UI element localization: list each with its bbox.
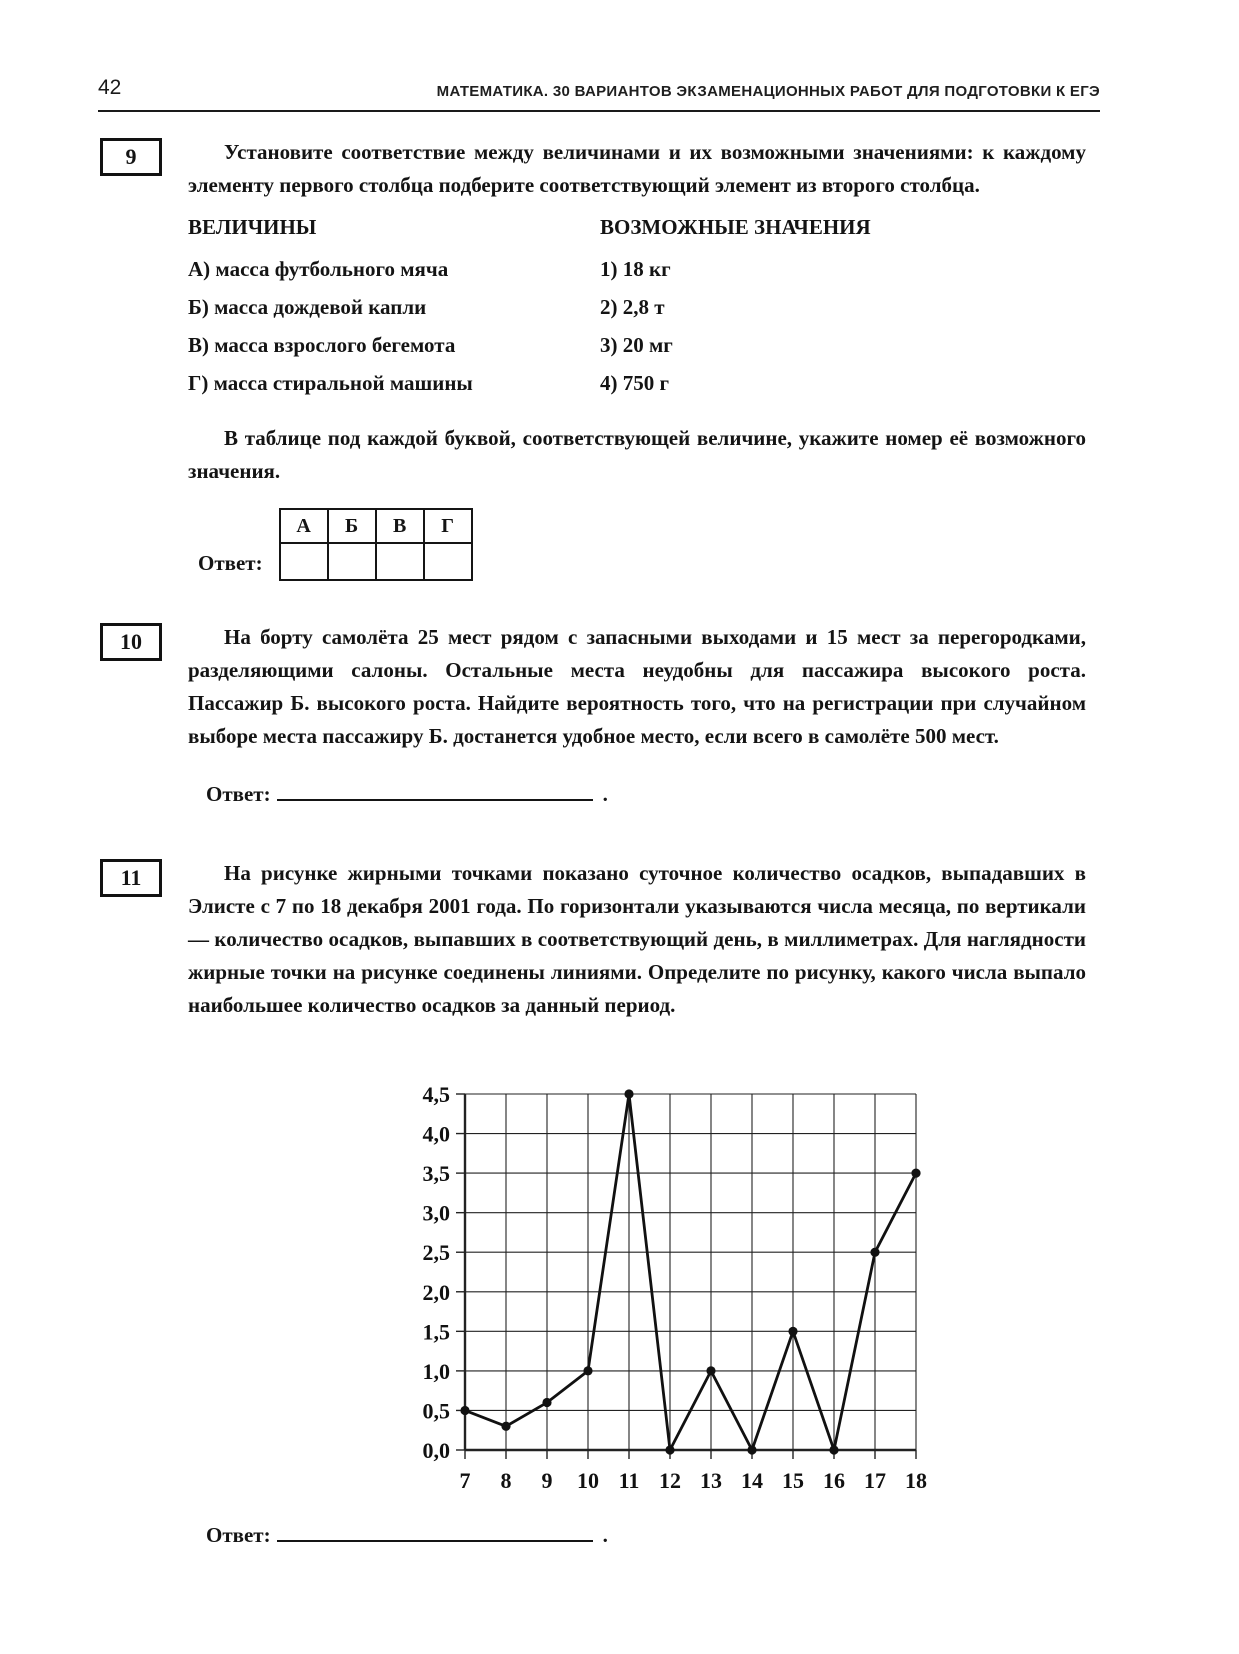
- matching-columns: [188, 214, 1086, 408]
- answer-period: .: [602, 782, 608, 806]
- possible-values-column-title: ВОЗМОЖНЫЕ ЗНАЧЕНИЯ: [600, 215, 871, 239]
- problem-9-number-box: 9: [100, 138, 162, 176]
- value-item-b: Б) масса дождевой капли: [188, 295, 427, 319]
- x-tick-label: 7: [459, 1468, 471, 1493]
- values-column-title: ВЕЛИЧИНЫ: [188, 215, 317, 239]
- data-point: [583, 1366, 592, 1375]
- data-point: [870, 1248, 879, 1257]
- chart-svg: [401, 1078, 930, 1506]
- answer-blank[interactable]: [277, 1520, 593, 1542]
- x-tick-label: 10: [577, 1468, 599, 1493]
- y-tick-label: 0,5: [422, 1398, 450, 1424]
- possible-values-column: [600, 214, 1086, 408]
- x-tick-label: 17: [864, 1468, 886, 1493]
- data-line: [465, 1094, 916, 1450]
- answer-label: Ответ:: [206, 1523, 271, 1547]
- problem-9-table-note: В таблице под каждой буквой, соответствующей величине, укажите номер её возможного значения.: [188, 426, 1086, 483]
- answer-label: Ответ:: [198, 551, 263, 575]
- value-item-a: А) масса футбольного мяча: [188, 257, 449, 281]
- x-tick-label: 12: [659, 1468, 681, 1493]
- answer-table-input-row: [280, 543, 472, 580]
- value-item-v: В) масса взрослого бегемота: [188, 333, 456, 357]
- data-point: [542, 1398, 551, 1407]
- problem-10-statement: На борту самолёта 25 мест рядом с запасными выходами и 15 мест за перегородками, разделяющими салоны. Остальные места неудобны для пассажира высокого роста. Пассажир Б. высокого роста. Найдите вероятность того, что на регистрации при случайном выборе места пассажиру Б. достанется удобное место, если всего в самолёте 500 мест.: [188, 625, 1086, 748]
- data-point: [501, 1422, 510, 1431]
- problem-9-answer-row: [198, 508, 1086, 581]
- answer-cell-v[interactable]: [376, 543, 424, 580]
- answer-table-header-v: В: [376, 509, 424, 543]
- possible-value-2: 2) 2,8 т: [600, 295, 665, 319]
- answer-cell-b[interactable]: [328, 543, 376, 580]
- answer-table-header-a: А: [280, 509, 328, 543]
- x-tick-label: 18: [905, 1468, 927, 1493]
- y-tick-label: 3,5: [422, 1161, 450, 1187]
- y-tick-label: 1,0: [422, 1358, 450, 1384]
- answer-cell-a[interactable]: [280, 543, 328, 580]
- problem-11-statement: На рисунке жирными точками показано суточное количество осадков, выпадавших в Элисте с 7 по 18 декабря 2001 года. По горизонтали указываются числа месяца, по вертикали — количество осадков, выпавших в соответствующий день, в миллиметрах. Для наглядности жирные точки на рисунке соединены линиями. Определите по рисунку, какого числа выпало наибольшее количество осадков за данный период.: [188, 861, 1086, 1017]
- answer-table-header-row: [280, 509, 472, 543]
- answer-period: .: [602, 1523, 608, 1547]
- answer-table-header-b: Б: [328, 509, 376, 543]
- x-tick-label: 11: [618, 1468, 640, 1493]
- problem-11: [100, 857, 1086, 1548]
- x-tick-label: 9: [541, 1468, 553, 1493]
- x-tick-label: 16: [823, 1468, 845, 1493]
- x-tick-label: 14: [741, 1468, 763, 1493]
- problem-10: [100, 621, 1086, 807]
- possible-value-3: 3) 20 мг: [600, 333, 673, 357]
- problem-9: [100, 136, 1086, 581]
- y-tick-label: 2,0: [422, 1279, 450, 1305]
- data-point: [788, 1327, 797, 1336]
- answer-label: Ответ:: [206, 782, 271, 806]
- problem-11-number-box: 11: [100, 859, 162, 897]
- y-tick-label: 4,5: [422, 1082, 450, 1107]
- data-point: [706, 1366, 715, 1375]
- data-point: [829, 1445, 838, 1454]
- problem-11-answer-line: [206, 1520, 1086, 1548]
- running-title: МАТЕМАТИКА. 30 ВАРИАНТОВ ЭКЗАМЕНАЦИОННЫХ РАБОТ ДЛЯ ПОДГОТОВКИ К ЕГЭ: [436, 83, 1100, 100]
- page-number: 42: [98, 76, 122, 99]
- answer-table: [279, 508, 473, 581]
- answer-blank[interactable]: [277, 779, 593, 801]
- answer-table-header-g: Г: [424, 509, 472, 543]
- answer-cell-g[interactable]: [424, 543, 472, 580]
- y-tick-label: 2,5: [422, 1240, 450, 1266]
- possible-value-1: 1) 18 кг: [600, 257, 671, 281]
- data-point: [624, 1089, 633, 1098]
- data-point: [911, 1169, 920, 1178]
- y-tick-label: 0,0: [422, 1438, 450, 1463]
- y-tick-label: 1,5: [422, 1319, 450, 1345]
- page-content: [100, 136, 1086, 1548]
- data-point: [747, 1445, 756, 1454]
- data-point: [665, 1445, 674, 1454]
- x-tick-label: 8: [500, 1468, 512, 1493]
- precipitation-chart: [401, 1078, 1086, 1506]
- page-header: [98, 66, 1100, 112]
- problem-10-answer-line: [206, 779, 1086, 807]
- problem-10-number-box: 10: [100, 623, 162, 661]
- possible-value-4: 4) 750 г: [600, 371, 670, 395]
- y-tick-label: 3,0: [422, 1200, 450, 1226]
- values-column: [188, 214, 600, 408]
- data-point: [460, 1406, 469, 1415]
- value-item-g: Г) масса стиральной машины: [188, 371, 473, 395]
- x-tick-label: 15: [782, 1468, 804, 1493]
- x-tick-label: 13: [700, 1468, 722, 1493]
- problem-9-statement: Установите соответствие между величинами и их возможными значениями: к каждому элементу первого столбца подберите соответствующий элемент из второго столбца.: [188, 140, 1086, 197]
- y-tick-label: 4,0: [422, 1121, 450, 1147]
